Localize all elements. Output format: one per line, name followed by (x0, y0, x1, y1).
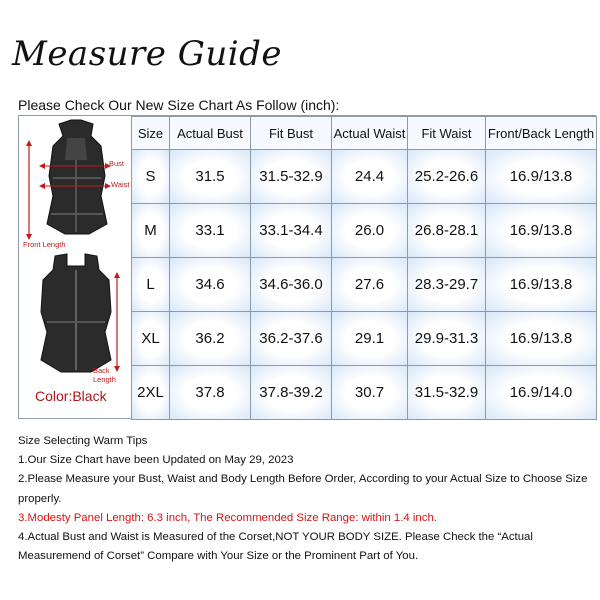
cell-fit-bust: 31.5-32.9 (251, 150, 332, 204)
corset-image-panel (19, 116, 132, 418)
size-tips (18, 432, 590, 566)
cell-length: 16.9/13.8 (486, 204, 597, 258)
color-label: Color:Black (35, 388, 107, 404)
col-header-actual-waist: Actual Waist (332, 117, 408, 150)
col-header-length: Front/Back Length (486, 117, 597, 150)
cell-size: S (132, 150, 170, 204)
col-header-size: Size (132, 117, 170, 150)
cell-size: XL (132, 312, 170, 366)
back-length-label: Back Length (93, 366, 116, 384)
cell-length: 16.9/13.8 (486, 312, 597, 366)
cell-fit-bust: 34.6-36.0 (251, 258, 332, 312)
cell-fit-bust: 37.8-39.2 (251, 366, 332, 420)
cell-actual-waist: 24.4 (332, 150, 408, 204)
cell-fit-waist: 31.5-32.9 (408, 366, 486, 420)
table-header-row (132, 117, 597, 150)
table-row (132, 204, 597, 258)
cell-fit-waist: 28.3-29.7 (408, 258, 486, 312)
table-row (132, 258, 597, 312)
cell-length: 16.9/13.8 (486, 258, 597, 312)
cell-actual-bust: 31.5 (170, 150, 251, 204)
cell-actual-bust: 36.2 (170, 312, 251, 366)
col-header-fit-bust: Fit Bust (251, 117, 332, 150)
col-header-actual-bust: Actual Bust (170, 117, 251, 150)
page-title: Measure Guide (12, 34, 283, 74)
bust-label: Bust (109, 159, 125, 168)
cell-length: 16.9/13.8 (486, 150, 597, 204)
cell-actual-waist: 29.1 (332, 312, 408, 366)
cell-fit-bust: 33.1-34.4 (251, 204, 332, 258)
cell-size: L (132, 258, 170, 312)
tip-3: 3.Modesty Panel Length: 6.3 inch, The Recommended Size Range: within 1.4 inch. (18, 511, 437, 524)
cell-size: 2XL (132, 366, 170, 420)
front-length-label: Front Length (23, 240, 66, 249)
cell-actual-waist: 27.6 (332, 258, 408, 312)
cell-actual-bust: 33.1 (170, 204, 251, 258)
size-chart-frame (18, 115, 596, 419)
cell-actual-bust: 37.8 (170, 366, 251, 420)
cell-length: 16.9/14.0 (486, 366, 597, 420)
cell-fit-waist: 29.9-31.3 (408, 312, 486, 366)
table-row (132, 312, 597, 366)
col-header-fit-waist: Fit Waist (408, 117, 486, 150)
size-table (131, 116, 597, 420)
cell-fit-waist: 25.2-26.6 (408, 150, 486, 204)
cell-actual-bust: 34.6 (170, 258, 251, 312)
subtitle: Please Check Our New Size Chart As Follow (inch): (18, 97, 340, 113)
cell-fit-waist: 26.8-28.1 (408, 204, 486, 258)
cell-size: M (132, 204, 170, 258)
cell-actual-waist: 30.7 (332, 366, 408, 420)
cell-actual-waist: 26.0 (332, 204, 408, 258)
cell-fit-bust: 36.2-37.6 (251, 312, 332, 366)
tips-heading: Size Selecting Warm Tips (18, 435, 148, 447)
table-row (132, 366, 597, 420)
tip-1: 1.Our Size Chart have been Updated on May 29, 2023 (18, 454, 294, 467)
tip-4: 4.Actual Bust and Waist is Measured of the Corset,NOT YOUR BODY SIZE. Please Check the “Actual Measuremend of Corset” Compare with Your Size or the Prominent Part of You. (18, 531, 533, 563)
table-row (132, 150, 597, 204)
tip-2: 2.Please Measure your Bust, Waist and Body Length Before Order, According to your Actual Size to Choose Size properly. (18, 473, 588, 505)
waist-label: Waist (111, 180, 130, 189)
